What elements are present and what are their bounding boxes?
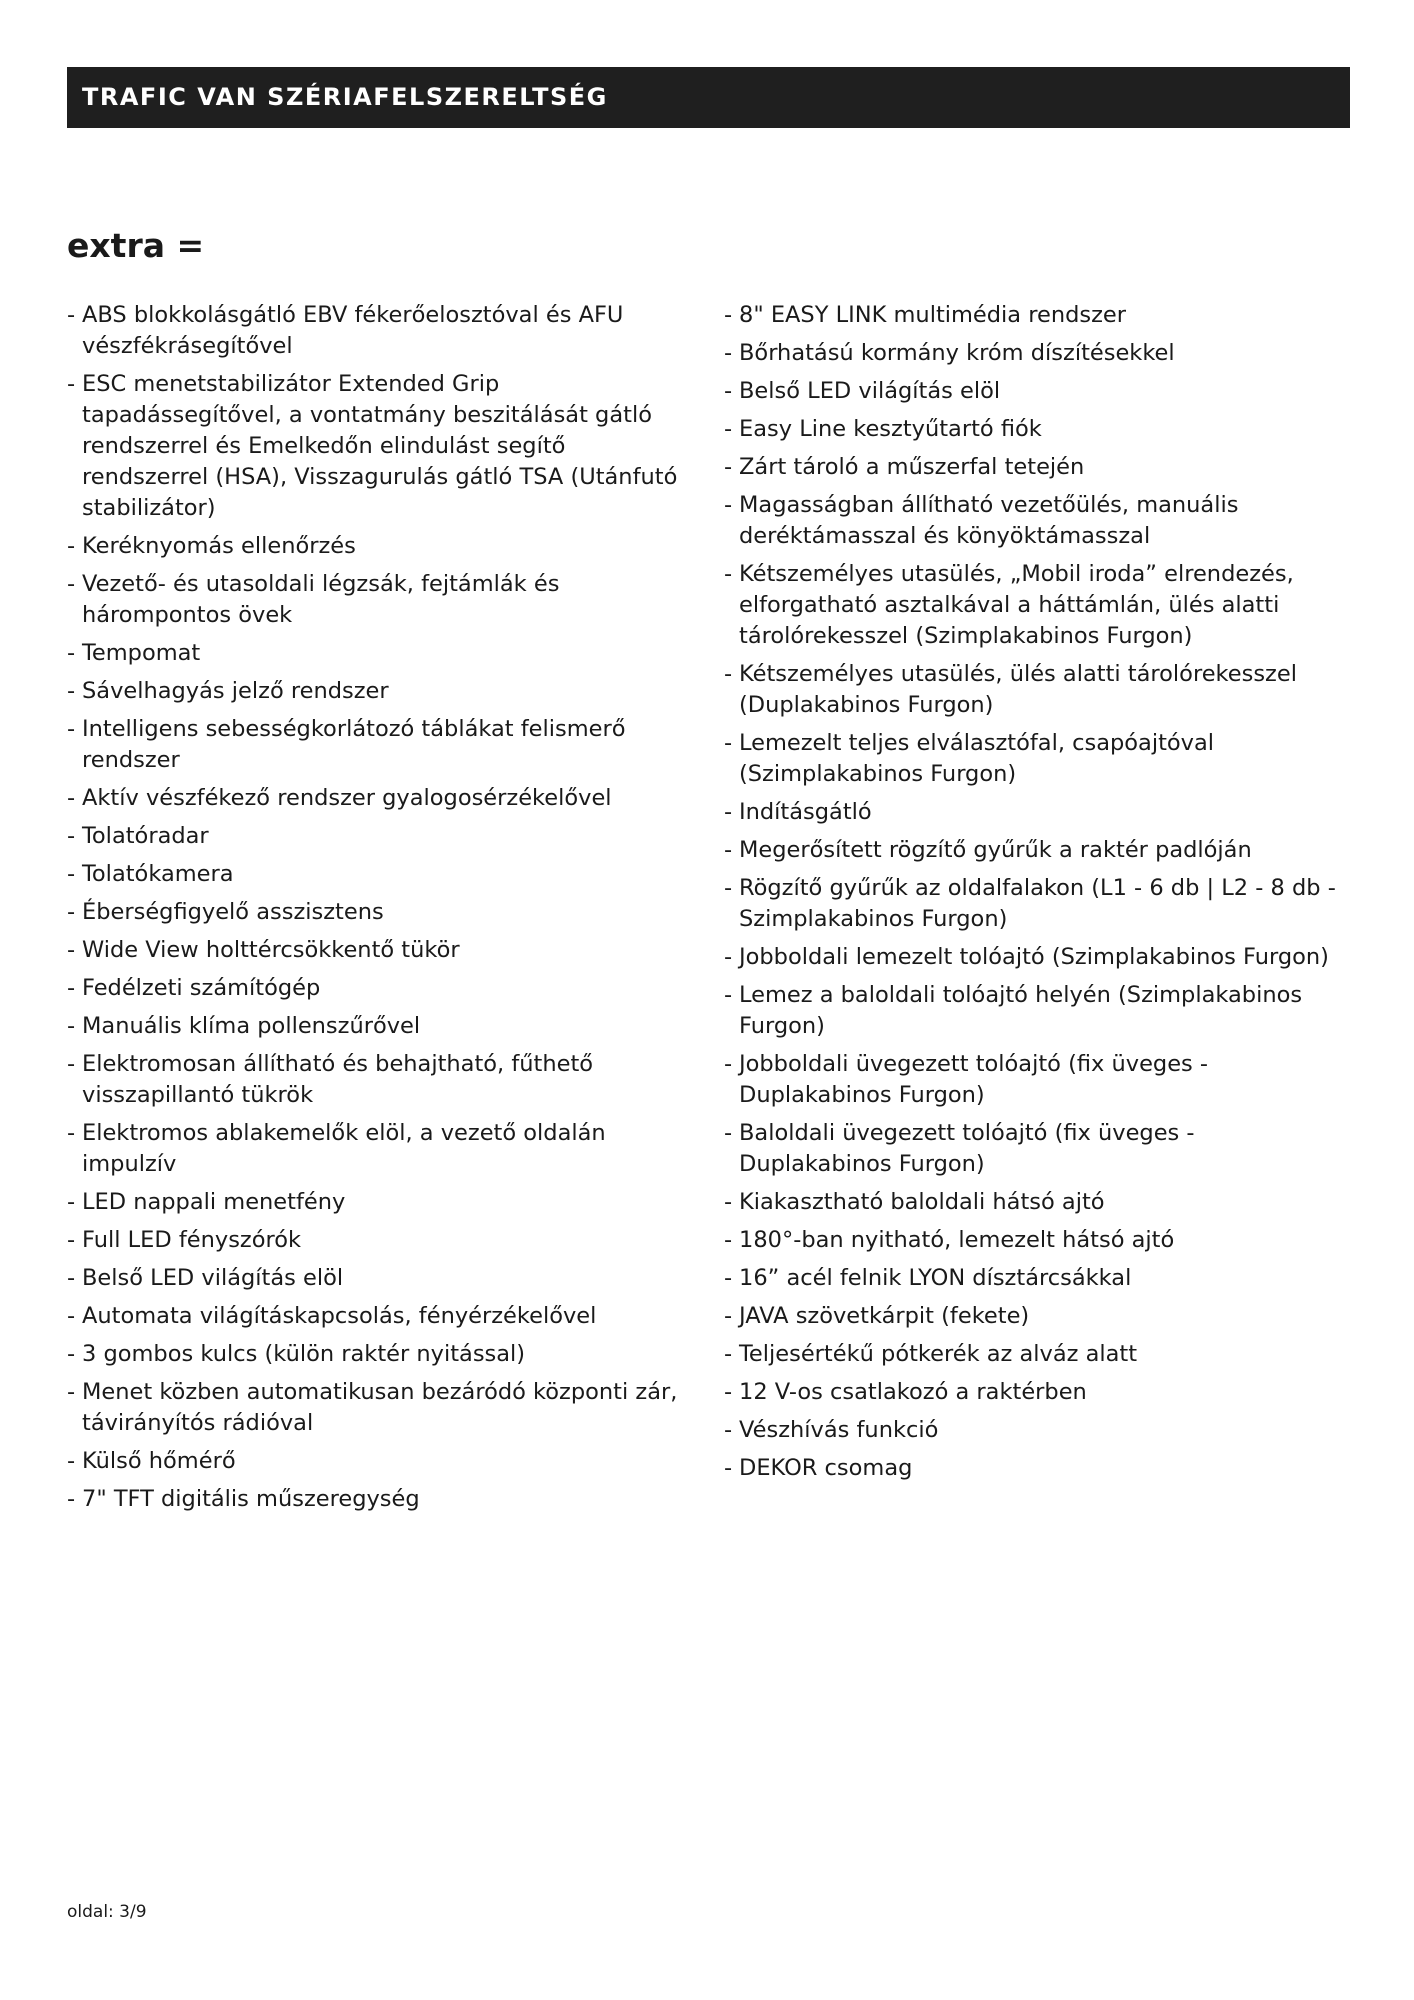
list-item-text: Tolatókamera: [82, 861, 234, 887]
list-item-text: Jobboldali lemezelt tolóajtó (Szimplakabinos Furgon): [739, 944, 1329, 970]
list-bullet: -: [724, 837, 733, 863]
list-item-text: 3 gombos kulcs (külön raktér nyitással): [82, 1341, 526, 1367]
left-feature-list: [67, 300, 687, 1522]
page-number: oldal: 3/9: [67, 1902, 147, 1922]
list-item: [724, 1187, 1350, 1218]
list-item: [67, 783, 687, 814]
list-item-text: ABS blokkolásgátló EBV fékerőelosztóval és AFU vészfékrásegítővel: [82, 302, 624, 359]
list-item-text: Baloldali üvegezett tolóajtó (fix üveges - Duplakabinos Furgon): [739, 1120, 1195, 1177]
list-item-text: DEKOR csomag: [739, 1455, 913, 1481]
list-item: [724, 1453, 1350, 1484]
header-bar: [67, 67, 1350, 128]
list-item: [724, 980, 1350, 1042]
list-item: [67, 1484, 687, 1515]
list-bullet: -: [724, 1189, 733, 1215]
list-bullet: -: [67, 1051, 76, 1077]
list-item-text: Vészhívás funkció: [739, 1417, 939, 1443]
list-bullet: -: [67, 1013, 76, 1039]
list-item-text: Manuális klíma pollenszűrővel: [82, 1013, 421, 1039]
list-item: [724, 1415, 1350, 1446]
list-item-text: Keréknyomás ellenőrzés: [82, 533, 356, 559]
list-item: [67, 569, 687, 631]
list-bullet: -: [67, 371, 76, 397]
list-item: [724, 559, 1350, 652]
list-bullet: -: [67, 302, 76, 328]
list-bullet: -: [67, 571, 76, 597]
list-item: [724, 1049, 1350, 1111]
list-item: [724, 338, 1350, 369]
list-item: [67, 1446, 687, 1477]
list-item-text: Belső LED világítás elöl: [82, 1265, 344, 1291]
list-item: [724, 1118, 1350, 1180]
list-item-text: Elektromosan állítható és behajtható, fűthető visszapillantó tükrök: [82, 1051, 594, 1108]
list-item: [67, 714, 687, 776]
list-item-text: Tolatóradar: [82, 823, 209, 849]
list-bullet: -: [67, 678, 76, 704]
list-bullet: -: [724, 1455, 733, 1481]
list-bullet: -: [67, 1486, 76, 1512]
list-bullet: -: [67, 899, 76, 925]
list-item-text: Lemez a baloldali tolóajtó helyén (Szimplakabinos Furgon): [739, 982, 1303, 1039]
page-title: TRAFIC VAN SZÉRIAFELSZERELTSÉG: [82, 83, 608, 111]
list-item: [67, 821, 687, 852]
list-item-text: Kiakasztható baloldali hátsó ajtó: [739, 1189, 1105, 1215]
list-item: [724, 452, 1350, 483]
list-item: [724, 376, 1350, 407]
list-item-text: LED nappali menetfény: [82, 1189, 346, 1215]
list-bullet: -: [724, 1051, 733, 1077]
list-bullet: -: [67, 1341, 76, 1367]
list-item: [724, 1301, 1350, 1332]
list-bullet: -: [67, 1448, 76, 1474]
list-item-text: Kétszemélyes utasülés, „Mobil iroda” elrendezés, elforgatható asztalkával a háttámlán, ülés alatti tárolórekesszel (Szimplakabinos Furgon): [739, 561, 1294, 649]
list-bullet: -: [724, 1379, 733, 1405]
list-bullet: -: [724, 944, 733, 970]
list-item: [67, 1011, 687, 1042]
list-bullet: -: [67, 1227, 76, 1253]
right-feature-list: [724, 300, 1350, 1491]
list-item-text: Vezető- és utasoldali légzsák, fejtámlák és hárompontos övek: [82, 571, 560, 628]
list-bullet: -: [724, 561, 733, 587]
list-item-text: Rögzítő gyűrűk az oldalfalakon (L1 - 6 db | L2 - 8 db - Szimplakabinos Furgon): [739, 875, 1336, 932]
list-bullet: -: [724, 416, 733, 442]
list-item-text: Menet közben automatikusan bezáródó központi zár, távirányítós rádióval: [82, 1379, 678, 1436]
list-bullet: -: [724, 1303, 733, 1329]
list-bullet: -: [724, 340, 733, 366]
list-item: [67, 1187, 687, 1218]
list-item: [67, 531, 687, 562]
list-item-text: 180°-ban nyitható, lemezelt hátsó ajtó: [739, 1227, 1175, 1253]
list-item: [67, 859, 687, 890]
list-item: [67, 1263, 687, 1294]
list-item: [724, 728, 1350, 790]
list-bullet: -: [67, 640, 76, 666]
list-bullet: -: [67, 1265, 76, 1291]
list-item-text: 8" EASY LINK multimédia rendszer: [739, 302, 1127, 328]
list-item: [67, 638, 687, 669]
list-bullet: -: [67, 861, 76, 887]
list-item-text: Külső hőmérő: [82, 1448, 236, 1474]
list-item: [67, 369, 687, 524]
list-bullet: -: [724, 730, 733, 756]
list-item: [724, 1339, 1350, 1370]
list-item: [67, 897, 687, 928]
list-bullet: -: [724, 1227, 733, 1253]
list-item: [67, 1225, 687, 1256]
list-bullet: -: [724, 1120, 733, 1146]
list-bullet: -: [724, 661, 733, 687]
list-item: [67, 1339, 687, 1370]
list-bullet: -: [724, 454, 733, 480]
list-bullet: -: [724, 302, 733, 328]
list-item: [724, 1377, 1350, 1408]
list-item-text: Kétszemélyes utasülés, ülés alatti tárolórekesszel (Duplakabinos Furgon): [739, 661, 1297, 718]
list-item-text: Tempomat: [82, 640, 201, 666]
list-item-text: Teljesértékű pótkerék az alváz alatt: [739, 1341, 1138, 1367]
list-bullet: -: [724, 799, 733, 825]
list-item: [67, 1049, 687, 1111]
list-item-text: Magasságban állítható vezetőülés, manuális deréktámasszal és könyöktámasszal: [739, 492, 1239, 549]
list-item-text: 12 V-os csatlakozó a raktérben: [739, 1379, 1087, 1405]
list-item: [67, 935, 687, 966]
list-bullet: -: [67, 785, 76, 811]
list-item: [724, 1263, 1350, 1294]
list-item-text: Sávelhagyás jelző rendszer: [82, 678, 389, 704]
list-item-text: Aktív vészfékező rendszer gyalogosérzékelővel: [82, 785, 612, 811]
list-item: [724, 414, 1350, 445]
list-item: [724, 797, 1350, 828]
list-item: [724, 490, 1350, 552]
list-item-text: Fedélzeti számítógép: [82, 975, 321, 1001]
list-item: [724, 873, 1350, 935]
list-item: [724, 1225, 1350, 1256]
list-bullet: -: [724, 378, 733, 404]
list-item: [67, 300, 687, 362]
list-item-text: Wide View holttércsökkentő tükör: [82, 937, 460, 963]
list-bullet: -: [67, 1379, 76, 1405]
list-item: [724, 835, 1350, 866]
section-heading: extra =: [67, 226, 205, 265]
list-item-text: Easy Line kesztyűtartó fiók: [739, 416, 1042, 442]
list-bullet: -: [67, 1189, 76, 1215]
list-bullet: -: [67, 1120, 76, 1146]
list-bullet: -: [67, 975, 76, 1001]
list-item-text: Automata világításkapcsolás, fényérzékelővel: [82, 1303, 597, 1329]
list-item: [67, 1377, 687, 1439]
list-bullet: -: [724, 1265, 733, 1291]
list-item-text: Intelligens sebességkorlátozó táblákat felismerő rendszer: [82, 716, 626, 773]
list-bullet: -: [724, 492, 733, 518]
list-bullet: -: [724, 1341, 733, 1367]
list-bullet: -: [724, 1417, 733, 1443]
list-item-text: 7" TFT digitális műszeregység: [82, 1486, 420, 1512]
list-item-text: Indításgátló: [739, 799, 872, 825]
list-item-text: 16” acél felnik LYON dísztárcsákkal: [739, 1265, 1132, 1291]
list-item: [724, 942, 1350, 973]
list-item: [67, 1118, 687, 1180]
list-item-text: Éberségfigyelő asszisztens: [82, 899, 384, 925]
list-bullet: -: [67, 716, 76, 742]
list-item-text: Megerősített rögzítő gyűrűk a raktér padlóján: [739, 837, 1252, 863]
list-item-text: Zárt tároló a műszerfal tetején: [739, 454, 1085, 480]
list-bullet: -: [67, 823, 76, 849]
list-item: [67, 1301, 687, 1332]
list-item-text: Full LED fényszórók: [82, 1227, 302, 1253]
list-bullet: -: [67, 1303, 76, 1329]
list-item: [724, 659, 1350, 721]
list-item-text: Lemezelt teljes elválasztófal, csapóajtóval (Szimplakabinos Furgon): [739, 730, 1215, 787]
list-item: [67, 676, 687, 707]
list-item-text: Belső LED világítás elöl: [739, 378, 1001, 404]
list-item: [724, 300, 1350, 331]
list-bullet: -: [67, 937, 76, 963]
list-item-text: ESC menetstabilizátor Extended Grip tapadássegítővel, a vontatmány beszitálását gátló rendszerrel és Emelkedőn elindulást segítő rendszerrel (HSA), Visszagurulás gátló TSA (Utánfutó stabilizátor): [82, 371, 678, 521]
list-item-text: JAVA szövetkárpit (fekete): [739, 1303, 1030, 1329]
list-item-text: Jobboldali üvegezett tolóajtó (fix üveges - Duplakabinos Furgon): [739, 1051, 1209, 1108]
list-item-text: Elektromos ablakemelők elöl, a vezető oldalán impulzív: [82, 1120, 606, 1177]
list-bullet: -: [67, 533, 76, 559]
list-item: [67, 973, 687, 1004]
list-bullet: -: [724, 875, 733, 901]
list-bullet: -: [724, 982, 733, 1008]
list-item-text: Bőrhatású kormány króm díszítésekkel: [739, 340, 1175, 366]
